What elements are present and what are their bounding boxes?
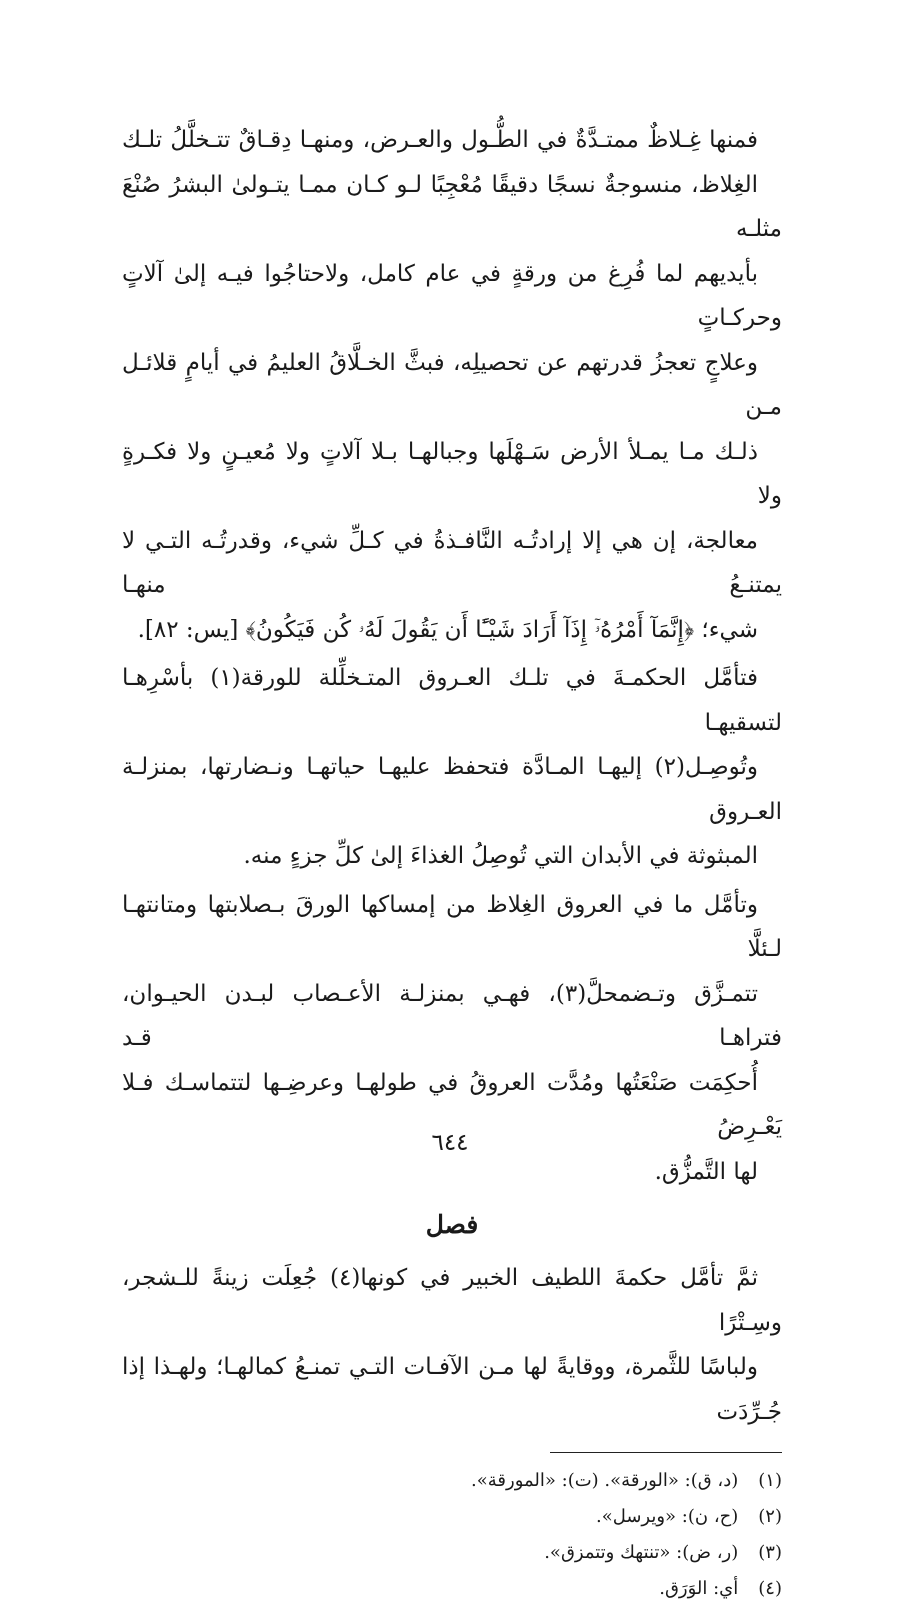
text-line: وعلاجٍ تعجزُ قدرتهم عن تحصيلِه، فبثَّ الخـلَّاقُ العليمُ في أيامٍ قلائـل مـن <box>122 349 782 420</box>
text-line: فتأمَّل الحكمـةَ في تلـك العـروق المتـخلِّلة للورقة(١) بأسْرِهـا لتسقيهـا <box>122 665 782 736</box>
text-line: معالجة، إن هي إلا إرادتُـه النَّافـذةُ في كـلِّ شيء، وقدرتُـه التـي لا يمتنـعُ منهـا <box>122 527 782 598</box>
paragraph-1 <box>122 118 782 652</box>
text-line: ذلـك مـا يمـلأ الأرض سَـهْلَها وجبالهـا بـلا آلاتٍ ولا مُعيـنٍ ولا فكـرةٍ ولا <box>122 438 782 509</box>
page-body <box>122 118 782 1607</box>
footnote-text: (د، ق): «الورقة». (ت): «المورقة». <box>471 1470 739 1491</box>
text-line: المبثوثة في الأبدان التي تُوصِلُ الغذاءَ إلىٰ كلِّ جزءٍ منه. <box>243 843 758 869</box>
footnote-text: أي: الوَرَق. <box>659 1578 739 1599</box>
text-line: وتُوصِـل(٢) إليهـا المـادَّة فتحفظ عليهـا حياتهـا ونـضارتها، بمنزلـة العـروق <box>122 754 782 825</box>
text-line: الغِلاظ، منسوجةٌ نسجًا دقيقًا مُعْجِبًا لـو كـان ممـا يتـولىٰ البشرُ صُنْعَ مثلـه <box>122 171 782 242</box>
paragraph-2 <box>122 656 782 879</box>
footnote-number: (٢) <box>758 1506 782 1527</box>
footnote-number: (٤) <box>758 1578 782 1599</box>
text-line: بأيديهم لما فُرِغ من ورقةٍ في عام كامل، ولاحتاجُوا فيـه إلىٰ آلاتٍ وحركـاتٍ <box>122 260 782 331</box>
footnote-1 <box>122 1463 782 1499</box>
paragraph-4 <box>122 1256 782 1434</box>
footnote-4 <box>122 1571 782 1607</box>
footnote-number: (٣) <box>758 1542 782 1563</box>
text-line: ثمَّ تأمَّل حكمةَ اللطيف الخبير في كونها(٤) جُعِلَت زينةً للـشجر، وسِـتْرًا <box>122 1265 782 1336</box>
text-line: فمنها غِـلاظٌ ممتـدَّةٌ في الطُّـول والعـرض، ومنهـا دِقـاقٌ تتـخلَّلُ تلـك <box>122 127 758 153</box>
section-heading: فصل <box>425 1210 479 1239</box>
footnote-3 <box>122 1535 782 1571</box>
footnote-text: (ح، ن): «ويرسل». <box>595 1506 739 1527</box>
text-line: وتأمَّل ما في العروق الغِلاظ من إمساكها الورقَ بـصلابتها ومتانتهـا لـئلَّا <box>122 891 782 962</box>
text-line: أُحكِمَت صَنْعَتُها ومُدَّت العروقُ في طولهـا وعرضِـها لتتماسـك فـلا يَعْـرِضُ <box>122 1069 782 1140</box>
quran-verse-line: شيء؛ ﴿إِنَّمَآ أَمْرُهُۥٓ إِذَآ أَرَادَ شَيْـًٔا أَن يَقُولَ لَهُۥ كُن فَيَكُونُ﴾ [يس: ٨٢]. <box>137 616 758 643</box>
footnote-divider <box>550 1452 782 1453</box>
text-line: لها التَّمزُّق. <box>654 1158 758 1185</box>
footnote-number: (١) <box>758 1470 782 1491</box>
footnotes <box>122 1463 782 1607</box>
text-line: تتمـزَّق وتـضمحلَّ(٣)، فهـي بمنزلـة الأعـصاب لبـدن الحيـوان، فتراهـا قـد <box>122 980 782 1051</box>
page-number: ٦٤٤ <box>431 1130 469 1156</box>
footnote-text: (ر، ض): «تنتهك وتتمزق». <box>544 1542 739 1563</box>
text-line: ولباسًا للثَّمرة، ووقايةً لها مـن الآفـات التـي تمنـعُ كمالهـا؛ ولهـذا إذا جُـرِّدَت <box>122 1354 782 1425</box>
footnote-2 <box>122 1499 782 1535</box>
